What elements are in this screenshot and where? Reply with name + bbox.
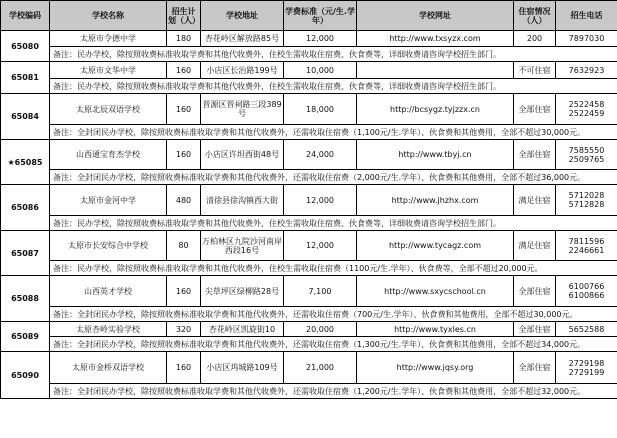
school-fee: 21,000: [284, 352, 357, 384]
phone-number: 7811596: [568, 236, 605, 246]
school-name: 山西英才学校: [50, 276, 167, 307]
school-code: 65088: [1, 276, 50, 322]
phone-number: 5652588: [568, 324, 605, 334]
school-address: 小店区坞城路109号: [201, 352, 284, 384]
school-name: 山西通宝育杰学校: [50, 140, 167, 170]
school-website[interactable]: http://www.sxycschool.cn: [357, 276, 514, 307]
school-fee: 12,000: [284, 31, 357, 47]
header-fee: 学费标准（元/生.学年）: [284, 1, 357, 31]
header-quota: 招生计划（人）: [167, 1, 201, 31]
school-phones: [556, 231, 617, 261]
school-address: 尖草坪区绿柳路28号: [201, 276, 284, 307]
note-row: [1, 337, 617, 352]
school-quota: 80: [167, 231, 201, 261]
school-code: 65080: [1, 31, 50, 62]
school-boarding: 全部住宿: [514, 276, 556, 307]
note-row: [1, 125, 617, 140]
table-row: [1, 140, 617, 170]
school-code: ★65085: [1, 140, 50, 185]
school-name: 太原市长安综合中学校: [50, 231, 167, 261]
school-note: 备注：全封闭民办学校，除按照收费标准收取学费和其他代收费外，还需收取住宿费（1,200元/生.学年）、伙食费和其他费用，全部不超过32,000元。: [50, 384, 617, 399]
school-address: 小店区长治路199号: [201, 62, 284, 79]
school-fee: 20,000: [284, 322, 357, 337]
school-name: 太原市金河中学: [50, 185, 167, 216]
note-row: [1, 384, 617, 399]
table-row: [1, 231, 617, 261]
table-row: [1, 322, 617, 337]
header-row: [1, 1, 617, 31]
school-phones: [556, 276, 617, 307]
school-fee: 24,000: [284, 140, 357, 170]
school-website[interactable]: http://www.jhzhx.com: [357, 185, 514, 216]
school-name: 太原北辰双语学校: [50, 94, 167, 125]
table-row: [1, 185, 617, 216]
school-phones: [556, 31, 617, 47]
school-boarding: 全部住宿: [514, 352, 556, 384]
school-quota: 180: [167, 31, 201, 47]
phone-number: 6100766: [568, 282, 605, 291]
school-note: 备注：民办学校，除按照收费标准收取学费和其他代收费外，住校生需收取住宿费、伙食费等，详细收费请咨询学校招生部门。: [50, 216, 617, 231]
school-address: 小店区许坦西街48号: [201, 140, 284, 170]
school-address: 清徐县徐沟镇西大街: [201, 185, 284, 216]
header-phone: 招生电话: [556, 1, 617, 31]
school-code: 65089: [1, 322, 50, 352]
note-row: [1, 47, 617, 62]
school-note: 备注：民办学校，除按照收费标准收取学费和其他代收费外，住校生需收取住宿费、伙食费等，详细收费请咨询学校招生部门。: [50, 79, 617, 94]
phone-number: 5712828: [568, 200, 605, 209]
school-fee: 7,100: [284, 276, 357, 307]
school-website[interactable]: http://bcsygz.tyjzzx.cn: [357, 94, 514, 125]
phone-number: 7585550: [568, 145, 605, 155]
header-boarding: 住宿情况（人）: [514, 1, 556, 31]
school-name: 太原市文华中学: [50, 62, 167, 79]
school-name: 太原市令德中学: [50, 31, 167, 47]
school-name: 太原杏岭实验学校: [50, 322, 167, 337]
school-phones: [556, 62, 617, 79]
note-row: [1, 307, 617, 322]
school-fee: 12,000: [284, 185, 357, 216]
school-website[interactable]: http://www.tbyj.cn: [357, 140, 514, 170]
header-website: 学校网址: [357, 1, 514, 31]
school-name: 太原市金桥双语学校: [50, 352, 167, 384]
school-boarding: 全部住宿: [514, 94, 556, 125]
school-website[interactable]: http://www.tyxles.cn: [357, 322, 514, 337]
school-boarding: 不可住宿: [514, 62, 556, 79]
school-code: 65087: [1, 231, 50, 276]
school-boarding: 满足住宿: [514, 185, 556, 216]
school-website[interactable]: http://www.txsyzx.com: [357, 31, 514, 47]
header-name: 学校名称: [50, 1, 167, 31]
table-row: [1, 276, 617, 307]
phone-number: 2729199: [568, 367, 605, 377]
school-phones: [556, 94, 617, 125]
school-phones: [556, 352, 617, 384]
phone-number: 2522458: [568, 100, 605, 109]
school-boarding: 全部住宿: [514, 140, 556, 170]
school-address: 杏花岭区凯旋街10: [201, 322, 284, 337]
school-phones: [556, 140, 617, 170]
school-boarding: 全部住宿: [514, 322, 556, 337]
school-address: 晋源区晋祠路三段389号: [201, 94, 284, 125]
phone-number: 2729198: [568, 358, 605, 368]
school-note: 备注：全封闭民办学校，除按照收费标准收取学费和其他代收费外，还需收取住宿费（2,000元/生.学年）、伙食费和其他费用，全部不超过36,000元。: [50, 170, 617, 185]
table-row: [1, 94, 617, 125]
school-note: 备注：全封闭民办学校，除按照收费标准收取学费和其他代收费外，还需收取住宿费（1,100元/生.学年）、伙食费和其他费用，全部不超过30,000元。: [50, 125, 617, 140]
phone-number: 2509765: [568, 154, 605, 164]
note-row: [1, 170, 617, 185]
school-quota: 160: [167, 62, 201, 79]
school-fee: 18,000: [284, 94, 357, 125]
school-phones: [556, 322, 617, 337]
school-note: 备注：全封闭民办学校，除按照收费标准收取学费和其他代收费外，还需收取住宿费（700元/生.学年）、伙食费和其他费用，全部不超过30,000元。: [50, 307, 617, 322]
school-quota: 160: [167, 94, 201, 125]
note-row: [1, 79, 617, 94]
school-quota: 160: [167, 140, 201, 170]
phone-number: 7897030: [568, 34, 605, 43]
note-row: [1, 261, 617, 276]
school-fee: 12,000: [284, 231, 357, 261]
phone-number: 2246661: [568, 245, 605, 255]
school-boarding: 200: [514, 31, 556, 47]
school-website[interactable]: [357, 62, 514, 79]
school-note: 备注：民办学校，除按照收费标准收取学费和其他代收费外，住校生需收取住宿费、伙食费等，详细收费请咨询学校招生部门。: [50, 47, 617, 62]
school-address: 万柏林区九院沙河南岸西段16号: [201, 231, 284, 261]
school-code: 65090: [1, 352, 50, 399]
school-code: 65086: [1, 185, 50, 231]
school-fee: 10,000: [284, 62, 357, 79]
table-row: [1, 31, 617, 47]
school-code: 65084: [1, 94, 50, 140]
school-quota: 160: [167, 352, 201, 384]
school-note: 备注：民办学校，除按照收费标准收取学费和其他代收费外，住校生需收取住宿费（1100元/生.学年）、伙食费等，全部不超过20,000元。: [50, 261, 617, 276]
table-row: [1, 352, 617, 384]
school-phones: [556, 185, 617, 216]
school-website[interactable]: http://www.jqsy.org: [357, 352, 514, 384]
header-code: 学校编码: [1, 1, 50, 31]
phone-number: 5712028: [568, 191, 605, 200]
phone-number: 7632923: [568, 65, 605, 75]
school-code: 65081: [1, 62, 50, 94]
school-boarding: 满足住宿: [514, 231, 556, 261]
school-quota: 480: [167, 185, 201, 216]
phone-number: 2522459: [568, 109, 605, 118]
phone-number: 6100866: [568, 291, 605, 300]
header-address: 学校地址: [201, 1, 284, 31]
school-quota: 320: [167, 322, 201, 337]
school-note: 备注：全封闭民办学校，除按照收费标准收取学费和其他代收费外，还需收取住宿费（1,300元/生.学年）、伙食费和其他费用，全部不超过34,000元。: [50, 337, 617, 352]
school-address: 杏花岭区解放路85号: [201, 31, 284, 47]
table-row: [1, 62, 617, 79]
school-quota: 160: [167, 276, 201, 307]
note-row: [1, 216, 617, 231]
school-website[interactable]: http://www.tycagz.com: [357, 231, 514, 261]
